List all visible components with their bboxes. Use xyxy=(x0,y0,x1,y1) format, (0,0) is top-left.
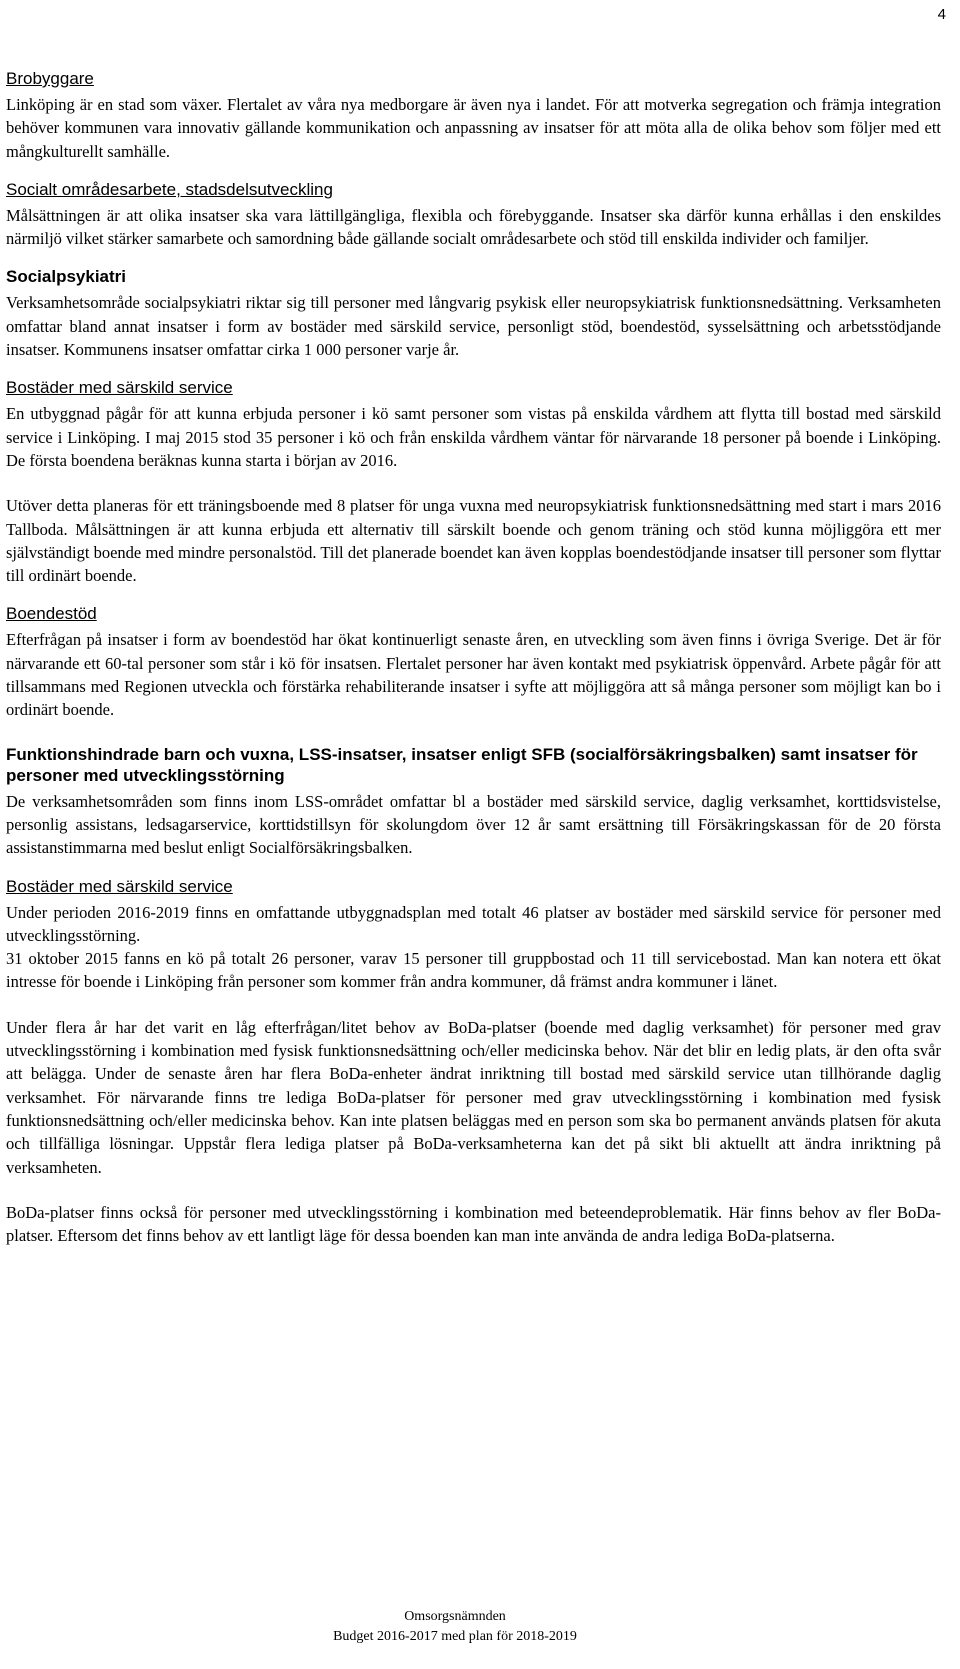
paragraph-bostader-utbyggnad: En utbyggnad pågår för att kunna erbjuda personer i kö samt personer som vistas på enskilda vårdhem att flytta till bostad med särskild service i Linköping. I maj 2015 stod 35 personer i kö och från enskilda vårdhem väntar för närvarande 18 personer på boende i Linköping. De första boendena beräknas kunna starta i början av 2016. xyxy=(6,404,941,470)
paragraph-ko-oktober: 31 oktober 2015 fanns en kö på totalt 26 personer, varav 15 personer till gruppbostad och 11 till servicebostad. Man kan notera ett ökat intresse för boende i Linköping från personer som kommer från andra kommuner, då främst andra kommuner i länet. xyxy=(6,949,941,992)
footer-committee: Omsorgsnämnden xyxy=(404,1609,506,1624)
paragraph-traningsboende: Utöver detta planeras för ett träningsboende med 8 platser för unga vuxna med neuropsykiatrisk funktionsnedsättning med start i mars 2016 Tallboda. Målsättningen är att kunna erbjuda ett alternativ till särskilt boende och genom träning och stöd kunna möjliggöra ett mer självständigt boende med mindre personalstöd. Till det planerade boendet kan även kopplas boendestödjande insatser till personer som flyttar till ordinärt boende. xyxy=(6,496,941,586)
paragraph-socialpsykiatri: Verksamhetsområde socialpsykiatri riktar sig till personer med långvarig psykisk eller neuropsykiatrisk funktionsnedsättning. Verksamheten omfattar bland annat insatser i form av bostäder med särskild service, personligt stöd, boendestöd, sysselsättning och arbetsstödjande insatser. Kommunens insatser omfattar cirka 1 000 personer varje år. xyxy=(6,293,941,360)
page-footer xyxy=(0,1607,910,1647)
heading-boendestod: Boendestöd xyxy=(6,604,97,624)
heading-socialt-omradesarbete: Socialt områdesarbete, stadsdelsutveckling xyxy=(6,179,333,199)
document-body xyxy=(6,68,941,1247)
heading-socialpsykiatri: Socialpsykiatri xyxy=(6,267,127,287)
footer-budget: Budget 2016-2017 med plan för 2018-2019 xyxy=(333,1629,577,1644)
heading-bostader-lss: Bostäder med särskild service xyxy=(6,876,233,896)
paragraph-brobyggare: Linköping är en stad som växer. Flertalet av våra nya medborgare är även nya i landet. För att motverka segregation och främja integration behöver kommunen vara innovativ gällande kommunikation och anpassning av insatser för att möta alla de olika behov som följer med ett mångkulturellt samhälle. xyxy=(6,95,941,161)
paragraph-boda-platser: Under flera år har det varit en låg efterfrågan/litet behov av BoDa-platser (boende med daglig verksamhet) för personer med grav utvecklingsstörning i kombination med fysisk funktionsnedsättning och/eller medicinska behov. När det blir en ledig plats, är den ofta svår att belägga. Under de senaste åren har flera BoDa-enheter ändrat inriktning till bostad med särskild service utan tillhörande daglig verksamhet. För närvarande finns tre lediga BoDa-platser för personer med grav utvecklingsstörning i kombination med fysisk funktionsnedsättning och/eller medicinska behov. Kan inte platsen beläggas med en person som ska bo permanent används platsen för akuta och tillfälliga lösningar. Uppstår flera lediga platser på BoDa-verksamheterna kan det på sikt bli aktuellt att ändra inriktning på verksamheten. xyxy=(6,1017,941,1177)
paragraph-utbyggnadsplan: Under perioden 2016-2019 finns en omfattande utbyggnadsplan med totalt 46 platser av bostäder med särskild service för personer med utvecklingsstörning. xyxy=(6,902,941,945)
heading-funktionshindrade: Funktionshindrade barn och vuxna, LSS-insatser, insatser enligt SFB (socialförsäkringsbalken) samt insatser för personer med utvecklingsstörning xyxy=(6,744,918,785)
page-number: 4 xyxy=(937,6,946,23)
heading-bostader-socialpsykiatri: Bostäder med särskild service xyxy=(6,378,233,398)
paragraph-lss-omradet: De verksamhetsområden som finns inom LSS-området omfattar bl a bostäder med särskild service, daglig verksamhet, korttidsvistelse, personlig assistans, ledsagarservice, korttidstillsyn för skolungdom över 12 år samt ersättning till Försäkringskassan för de 20 första assistanstimmarna med beslut enligt Socialförsäkringsbalken. xyxy=(6,791,941,858)
paragraph-boendestod: Efterfrågan på insatser i form av boendestöd har ökat kontinuerligt senaste åren, en utveckling som även finns i övriga Sverige. Det är för närvarande ett 60-tal personer som står i kö för insatsen. Flertalet personer har även kontakt med psykiatrisk öppenvård. Arbete pågår för att tillsammans med Regionen utveckla och förstärka rehabiliterande insatser i syfte att möjliggöra att så många personer som möjligt kan bo i ordinärt boende. xyxy=(6,630,941,720)
paragraph-boda-beteende: BoDa-platser finns också för personer med utvecklingsstörning i kombination med beteendeproblematik. Här finns behov av fler BoDa-platser. Eftersom det finns behov av ett lantligt läge för dessa boenden kan man inte använda de andra lediga BoDa-platserna. xyxy=(6,1202,941,1246)
heading-brobyggare: Brobyggare xyxy=(6,69,94,88)
paragraph-socialt-omradesarbete: Målsättningen är att olika insatser ska vara lättillgängliga, flexibla och förebyggande. Insatser ska därför kunna erhållas i den enskildes närmiljö vilket stärker samarbete och samordning både gällande socialt områdesarbete och stöd till enskilda individer och familjer. xyxy=(6,205,941,249)
